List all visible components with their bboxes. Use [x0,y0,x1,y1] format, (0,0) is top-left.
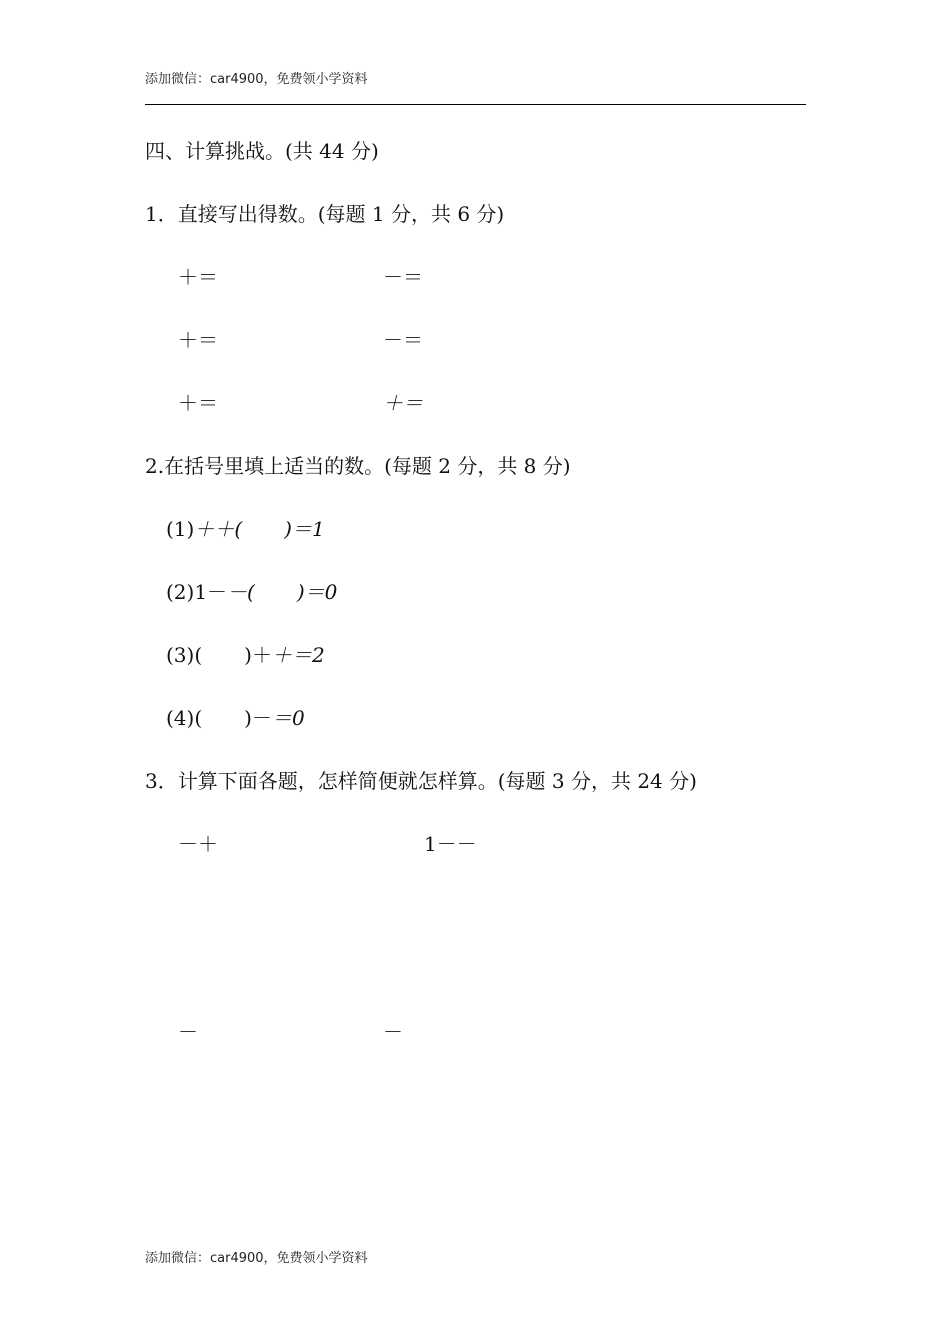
q2-item-1-expr: ＋＋( [194,517,243,541]
q2-item-3 [166,642,325,668]
q2-item-2-close: )＝0 [296,580,338,604]
q1-item-5: ＋＝ [178,391,218,415]
section-title: 四、计算挑战。(共 44 分) [145,139,379,163]
q2-item-3-prefix: (3)( [166,643,203,667]
q2-item-3-expr: ＋＝2 [271,643,325,667]
q2-item-3-close: )＋ [244,643,272,667]
q1-item-4: －＝ [383,328,423,352]
q2-item-1-prefix: (1) [166,517,195,541]
q2-item-2 [166,579,337,605]
q1-item-2: －＝ [383,265,423,289]
header-note: 添加微信：car4900，免费领小学资料 [145,72,368,87]
q3-item-3: － [178,1020,198,1044]
q2-item-4-prefix: (4)( [166,706,203,730]
q2-item-2-prefix: (2)1－ [166,580,228,604]
q2-item-4-expr: ＝0 [271,706,305,730]
q3-item-4: － [383,1020,403,1044]
q2-item-4-close: )－ [244,706,272,730]
q3-item-2: 1－－ [424,832,477,856]
q2-item-2-expr: －( [227,580,255,604]
header-divider [145,104,806,105]
q2-item-4 [166,705,305,731]
q2-item-1-close: )＝1 [284,517,325,541]
question-2-title: 2.在括号里填上适当的数。(每题 2 分，共 8 分) [145,454,571,478]
q1-item-1: ＋＝ [178,265,218,289]
q1-item-6: ＋＝ [383,391,423,415]
q3-item-1: －＋ [178,832,218,856]
question-3-title: 3．计算下面各题，怎样简便就怎样算。(每题 3 分，共 24 分) [145,769,697,793]
footer-note: 添加微信：car4900，免费领小学资料 [145,1251,368,1266]
q2-item-1 [166,516,325,542]
q1-item-3: ＋＝ [178,328,218,352]
question-1-title: 1．直接写出得数。(每题 1 分，共 6 分) [145,202,505,226]
